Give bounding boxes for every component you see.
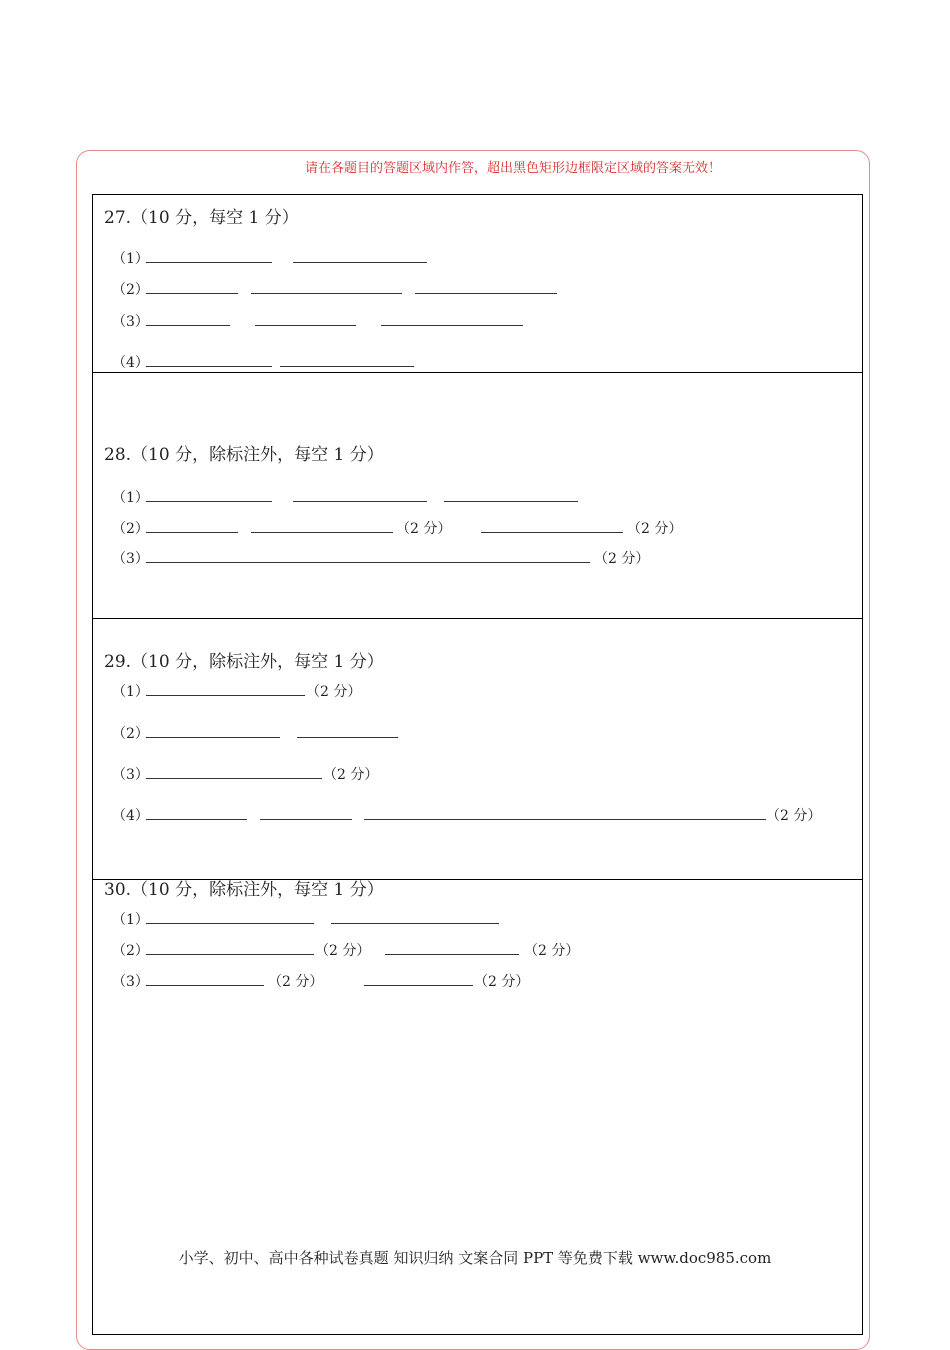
answer-blank[interactable] bbox=[146, 366, 272, 367]
q30-row-2-label: （2） bbox=[112, 943, 149, 959]
answer-blank[interactable] bbox=[481, 532, 623, 533]
answer-blank[interactable] bbox=[146, 985, 264, 986]
q28-row-3-label: （3） bbox=[112, 551, 149, 567]
answer-blank[interactable] bbox=[146, 923, 314, 924]
q30-row-3-label: （3） bbox=[112, 974, 149, 990]
points-note: （2 分） bbox=[315, 943, 371, 959]
answer-blank[interactable] bbox=[260, 819, 352, 820]
q28-box bbox=[92, 372, 863, 619]
answer-blank[interactable] bbox=[385, 954, 519, 955]
points-note: （2 分） bbox=[594, 551, 650, 567]
q27-row-4-label: （4） bbox=[112, 355, 149, 371]
answer-blank[interactable] bbox=[251, 293, 402, 294]
q27-row-1-label: （1） bbox=[112, 251, 149, 267]
answer-blank[interactable] bbox=[146, 737, 280, 738]
q29-row-1-label: （1） bbox=[112, 684, 149, 700]
points-note: （2 分） bbox=[627, 521, 683, 537]
q27-row-3-label: （3） bbox=[112, 314, 149, 330]
answer-blank[interactable] bbox=[146, 954, 314, 955]
answer-blank[interactable] bbox=[381, 325, 523, 326]
footer-ad-text: 小学、初中、高中各种试卷真题 知识归纳 文案合同 PPT 等免费下载 www.doc985.com bbox=[178, 1249, 772, 1267]
points-note: （2 分） bbox=[323, 767, 379, 783]
answer-blank[interactable] bbox=[251, 532, 393, 533]
points-note: （2 分） bbox=[766, 808, 822, 824]
q29-title: 29.（10 分，除标注外，每空 1 分） bbox=[104, 652, 384, 672]
answer-blank[interactable] bbox=[255, 325, 356, 326]
answer-blank[interactable] bbox=[280, 366, 414, 367]
answer-blank[interactable] bbox=[146, 562, 590, 563]
points-note: （2 分） bbox=[474, 974, 530, 990]
answer-blank[interactable] bbox=[364, 819, 766, 820]
q30-row-1-label: （1） bbox=[112, 912, 149, 928]
q27-title: 27.（10 分，每空 1 分） bbox=[104, 208, 299, 228]
answer-blank[interactable] bbox=[146, 778, 322, 779]
q28-row-1-label: （1） bbox=[112, 490, 149, 506]
answer-blank[interactable] bbox=[364, 985, 473, 986]
points-note: （2 分） bbox=[306, 684, 362, 700]
q28-title: 28.（10 分，除标注外，每空 1 分） bbox=[104, 445, 384, 465]
q29-row-2-label: （2） bbox=[112, 726, 149, 742]
points-note: （2 分） bbox=[396, 521, 452, 537]
answer-blank[interactable] bbox=[146, 293, 238, 294]
answer-blank[interactable] bbox=[146, 262, 272, 263]
answer-blank[interactable] bbox=[331, 923, 499, 924]
q28-row-2-label: （2） bbox=[112, 521, 149, 537]
answer-area-notice: 请在各题目的答题区域内作答，超出黑色矩形边框限定区域的答案无效！ bbox=[304, 161, 721, 176]
answer-blank[interactable] bbox=[146, 532, 238, 533]
points-note: （2 分） bbox=[268, 974, 324, 990]
points-note: （2 分） bbox=[524, 943, 580, 959]
answer-blank[interactable] bbox=[444, 501, 578, 502]
q29-row-4-label: （4） bbox=[112, 808, 149, 824]
answer-blank[interactable] bbox=[146, 501, 272, 502]
answer-blank[interactable] bbox=[146, 695, 305, 696]
q27-row-2-label: （2） bbox=[112, 282, 149, 298]
q29-row-3-label: （3） bbox=[112, 767, 149, 783]
answer-blank[interactable] bbox=[293, 262, 427, 263]
answer-blank[interactable] bbox=[293, 501, 427, 502]
q30-title: 30.（10 分，除标注外，每空 1 分） bbox=[104, 880, 384, 900]
answer-blank[interactable] bbox=[146, 819, 247, 820]
answer-blank[interactable] bbox=[297, 737, 398, 738]
answer-blank[interactable] bbox=[415, 293, 557, 294]
answer-blank[interactable] bbox=[146, 325, 230, 326]
